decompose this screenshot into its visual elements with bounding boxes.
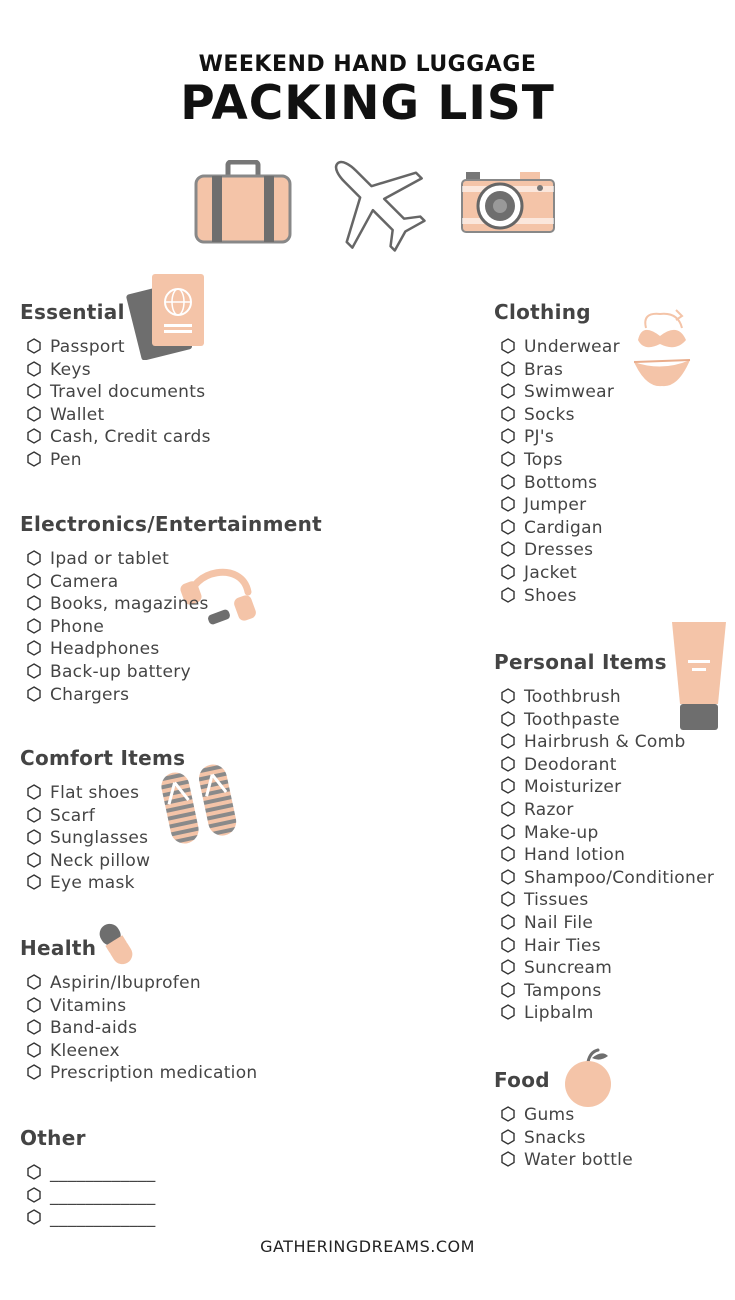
list-item[interactable] <box>26 449 211 472</box>
item-label: Keys <box>50 359 91 380</box>
hexagon-checkbox-icon[interactable] <box>26 428 42 444</box>
item-label: Sunglasses <box>50 828 149 849</box>
checklist-personal <box>494 686 714 1025</box>
hexagon-checkbox-icon[interactable] <box>500 959 516 975</box>
section-health <box>20 936 257 1085</box>
section-heading-health: Health <box>20 936 97 960</box>
checklist-electronics <box>20 548 322 706</box>
item-label: Flat shoes <box>50 783 140 803</box>
hexagon-checkbox-icon[interactable] <box>500 519 516 535</box>
item-label: Eye mask <box>50 873 135 894</box>
list-item[interactable] <box>500 336 620 359</box>
item-label: Tissues <box>524 890 589 911</box>
hexagon-checkbox-icon[interactable] <box>500 756 516 772</box>
hexagon-checkbox-icon[interactable] <box>500 587 516 603</box>
list-item[interactable] <box>500 935 714 958</box>
item-label: Hand lotion <box>524 845 626 866</box>
list-item[interactable] <box>500 686 714 709</box>
list-item[interactable] <box>500 957 714 980</box>
section-heading-personal: Personal Items <box>494 650 667 674</box>
hexagon-checkbox-icon[interactable] <box>26 1209 42 1225</box>
list-item[interactable] <box>500 844 714 867</box>
item-label: Deodorant <box>524 754 617 775</box>
hexagon-checkbox-icon[interactable] <box>500 688 516 704</box>
item-label: Passport <box>50 337 125 357</box>
item-label: Snacks <box>524 1127 586 1148</box>
hexagon-checkbox-icon[interactable] <box>500 428 516 444</box>
item-label: Shoes <box>524 585 577 606</box>
hexagon-checkbox-icon[interactable] <box>500 869 516 885</box>
hexagon-checkbox-icon[interactable] <box>26 406 42 422</box>
section-heading-comfort: Comfort Items <box>20 746 186 770</box>
hexagon-checkbox-icon[interactable] <box>500 406 516 422</box>
list-item[interactable] <box>26 593 322 616</box>
hexagon-checkbox-icon[interactable] <box>500 982 516 998</box>
item-label: Travel documents <box>50 382 206 403</box>
item-label: Swimwear <box>524 382 615 403</box>
hexagon-checkbox-icon[interactable] <box>500 361 516 377</box>
section-personal <box>494 650 714 1025</box>
camera-icon <box>460 172 556 234</box>
hexagon-checkbox-icon[interactable] <box>500 778 516 794</box>
section-heading-electronics: Electronics/Entertainment <box>20 512 323 536</box>
list-item[interactable] <box>26 1207 156 1230</box>
item-label: Cash, Credit cards <box>50 427 211 448</box>
hexagon-checkbox-icon[interactable] <box>500 383 516 399</box>
list-item[interactable] <box>500 1127 633 1150</box>
hexagon-checkbox-icon[interactable] <box>26 595 42 611</box>
item-label: Aspirin/Ibuprofen <box>50 973 201 993</box>
section-heading-other: Other <box>20 1126 86 1150</box>
item-label: Lipbalm <box>524 1003 594 1024</box>
list-item[interactable] <box>500 867 714 890</box>
checklist-food <box>494 1104 633 1172</box>
list-item[interactable] <box>500 404 620 427</box>
hexagon-checkbox-icon[interactable] <box>26 451 42 467</box>
hexagon-checkbox-icon[interactable] <box>26 784 42 800</box>
item-label: Toothbrush <box>524 687 621 707</box>
checklist-other <box>20 1162 156 1230</box>
item-label: Band-aids <box>50 1018 138 1039</box>
item-label: Camera <box>50 571 119 592</box>
section-clothing <box>494 300 620 607</box>
hexagon-checkbox-icon[interactable] <box>500 733 516 749</box>
checklist-comfort <box>20 782 185 895</box>
checklist-clothing <box>494 336 620 607</box>
list-item[interactable] <box>26 782 185 805</box>
list-item[interactable] <box>500 754 714 777</box>
list-item[interactable] <box>500 1002 714 1025</box>
item-label: Ipad or tablet <box>50 549 170 569</box>
list-item[interactable] <box>500 585 620 608</box>
list-item[interactable] <box>500 494 620 517</box>
suitcase-icon <box>194 160 292 244</box>
list-item[interactable] <box>500 980 714 1003</box>
list-item[interactable] <box>26 850 185 873</box>
hexagon-checkbox-icon[interactable] <box>500 564 516 580</box>
hexagon-checkbox-icon[interactable] <box>500 1129 516 1145</box>
bikini-icon <box>632 306 692 390</box>
item-label: Jumper <box>524 495 587 516</box>
list-item[interactable] <box>500 359 620 382</box>
list-item[interactable] <box>500 517 620 540</box>
item-label: Chargers <box>50 684 130 705</box>
hexagon-checkbox-icon[interactable] <box>500 891 516 907</box>
item-label: Tampons <box>524 980 602 1001</box>
hexagon-checkbox-icon[interactable] <box>26 852 42 868</box>
list-item[interactable] <box>26 404 211 427</box>
item-label: Bras <box>524 359 564 380</box>
item-label: PJ's <box>524 427 554 448</box>
blank-line[interactable]: ____________ <box>50 1185 156 1206</box>
hexagon-checkbox-icon[interactable] <box>26 361 42 377</box>
hexagon-checkbox-icon[interactable] <box>26 573 42 589</box>
hexagon-checkbox-icon[interactable] <box>500 1106 516 1122</box>
hexagon-checkbox-icon[interactable] <box>500 711 516 727</box>
list-item[interactable] <box>26 661 322 684</box>
list-item[interactable] <box>26 571 322 594</box>
item-label: Moisturizer <box>524 777 622 798</box>
section-heading-essential: Essential <box>20 300 125 324</box>
list-item[interactable] <box>500 776 714 799</box>
hexagon-checkbox-icon[interactable] <box>500 496 516 512</box>
item-label: Water bottle <box>524 1150 633 1171</box>
hexagon-checkbox-icon[interactable] <box>500 541 516 557</box>
blank-line[interactable]: ____________ <box>50 1208 156 1229</box>
item-label: Shampoo/Conditioner <box>524 867 715 888</box>
section-heading-clothing: Clothing <box>494 300 591 324</box>
hexagon-checkbox-icon[interactable] <box>26 1187 42 1203</box>
hexagon-checkbox-icon[interactable] <box>26 618 42 634</box>
hexagon-checkbox-icon[interactable] <box>26 974 42 990</box>
hexagon-checkbox-icon[interactable] <box>500 338 516 354</box>
section-heading-food: Food <box>494 1068 550 1092</box>
item-label: Vitamins <box>50 995 127 1016</box>
hexagon-checkbox-icon[interactable] <box>26 383 42 399</box>
item-label: Nail File <box>524 912 594 933</box>
item-label: Jacket <box>524 562 577 583</box>
section-other <box>20 1126 156 1230</box>
subtitle-heading: WEEKEND HAND LUGGAGE <box>198 52 537 77</box>
hexagon-checkbox-icon[interactable] <box>26 829 42 845</box>
list-item[interactable] <box>500 426 620 449</box>
hexagon-checkbox-icon[interactable] <box>26 640 42 656</box>
hexagon-checkbox-icon[interactable] <box>500 824 516 840</box>
list-item[interactable] <box>26 426 211 449</box>
list-item[interactable] <box>500 381 620 404</box>
item-label: Gums <box>524 1105 575 1125</box>
item-label: Headphones <box>50 639 160 660</box>
list-item[interactable] <box>26 1185 156 1208</box>
airplane-icon <box>318 144 432 258</box>
item-label: Kleenex <box>50 1040 120 1061</box>
item-label: Hair Ties <box>524 935 601 956</box>
item-label: Books, magazines <box>50 594 209 615</box>
checklist-essential <box>20 336 211 472</box>
item-label: Dresses <box>524 540 594 561</box>
item-label: Socks <box>524 404 575 425</box>
hexagon-checkbox-icon[interactable] <box>26 686 42 702</box>
item-label: Bottoms <box>524 472 598 493</box>
list-item[interactable] <box>26 684 322 707</box>
list-item[interactable] <box>26 381 211 404</box>
hexagon-checkbox-icon[interactable] <box>500 1004 516 1020</box>
hexagon-checkbox-icon[interactable] <box>500 474 516 490</box>
page-title: PACKING LIST <box>180 76 555 131</box>
list-item[interactable] <box>500 1149 633 1172</box>
item-label: Wallet <box>50 404 105 425</box>
list-item[interactable] <box>500 709 714 732</box>
hexagon-checkbox-icon[interactable] <box>26 807 42 823</box>
hexagon-checkbox-icon[interactable] <box>26 338 42 354</box>
hexagon-checkbox-icon[interactable] <box>26 1064 42 1080</box>
list-item[interactable] <box>500 562 620 585</box>
list-item[interactable] <box>26 359 211 382</box>
list-item[interactable] <box>500 822 714 845</box>
list-item[interactable] <box>500 539 620 562</box>
list-item[interactable] <box>26 805 185 828</box>
section-comfort <box>20 746 185 895</box>
list-item[interactable] <box>26 827 185 850</box>
blank-line[interactable]: ____________ <box>50 1163 156 1183</box>
list-item[interactable] <box>26 638 322 661</box>
hexagon-checkbox-icon[interactable] <box>26 663 42 679</box>
hexagon-checkbox-icon[interactable] <box>26 1042 42 1058</box>
checklist-health <box>20 972 257 1085</box>
list-item[interactable] <box>26 336 211 359</box>
footer-website: GATHERINGDREAMS.COM <box>260 1237 475 1256</box>
item-label: Neck pillow <box>50 850 151 871</box>
hexagon-checkbox-icon[interactable] <box>500 801 516 817</box>
item-label: Underwear <box>524 337 620 357</box>
list-item[interactable] <box>26 995 257 1018</box>
list-item[interactable] <box>26 872 185 895</box>
list-item[interactable] <box>26 616 322 639</box>
list-item[interactable] <box>500 472 620 495</box>
item-label: Make-up <box>524 822 599 843</box>
list-item[interactable] <box>500 1104 633 1127</box>
list-item[interactable] <box>26 548 322 571</box>
hexagon-checkbox-icon[interactable] <box>26 1164 42 1180</box>
item-label: Tops <box>524 449 563 470</box>
list-item[interactable] <box>26 1062 257 1085</box>
list-item[interactable] <box>500 889 714 912</box>
list-item[interactable] <box>500 799 714 822</box>
item-label: Hairbrush & Comb <box>524 732 686 753</box>
item-label: Back-up battery <box>50 661 191 682</box>
list-item[interactable] <box>26 1017 257 1040</box>
section-food <box>494 1068 633 1172</box>
item-label: Razor <box>524 799 574 820</box>
hexagon-checkbox-icon[interactable] <box>500 846 516 862</box>
list-item[interactable] <box>26 972 257 995</box>
list-item[interactable] <box>500 731 714 754</box>
hexagon-checkbox-icon[interactable] <box>500 914 516 930</box>
item-label: Scarf <box>50 805 96 826</box>
item-label: Suncream <box>524 958 613 979</box>
item-label: Prescription medication <box>50 1063 258 1084</box>
hexagon-checkbox-icon[interactable] <box>500 1151 516 1167</box>
item-label: Pen <box>50 449 82 470</box>
hexagon-checkbox-icon[interactable] <box>500 937 516 953</box>
hexagon-checkbox-icon[interactable] <box>26 874 42 890</box>
item-label: Toothpaste <box>524 709 620 730</box>
item-label: Cardigan <box>524 517 603 538</box>
hexagon-checkbox-icon[interactable] <box>500 451 516 467</box>
section-electronics <box>20 512 322 706</box>
list-item[interactable] <box>26 1162 156 1185</box>
section-essential <box>20 300 211 472</box>
hexagon-checkbox-icon[interactable] <box>26 550 42 566</box>
hexagon-checkbox-icon[interactable] <box>26 1019 42 1035</box>
list-item[interactable] <box>500 449 620 472</box>
list-item[interactable] <box>26 1040 257 1063</box>
list-item[interactable] <box>500 912 714 935</box>
item-label: Phone <box>50 616 105 637</box>
hexagon-checkbox-icon[interactable] <box>26 997 42 1013</box>
